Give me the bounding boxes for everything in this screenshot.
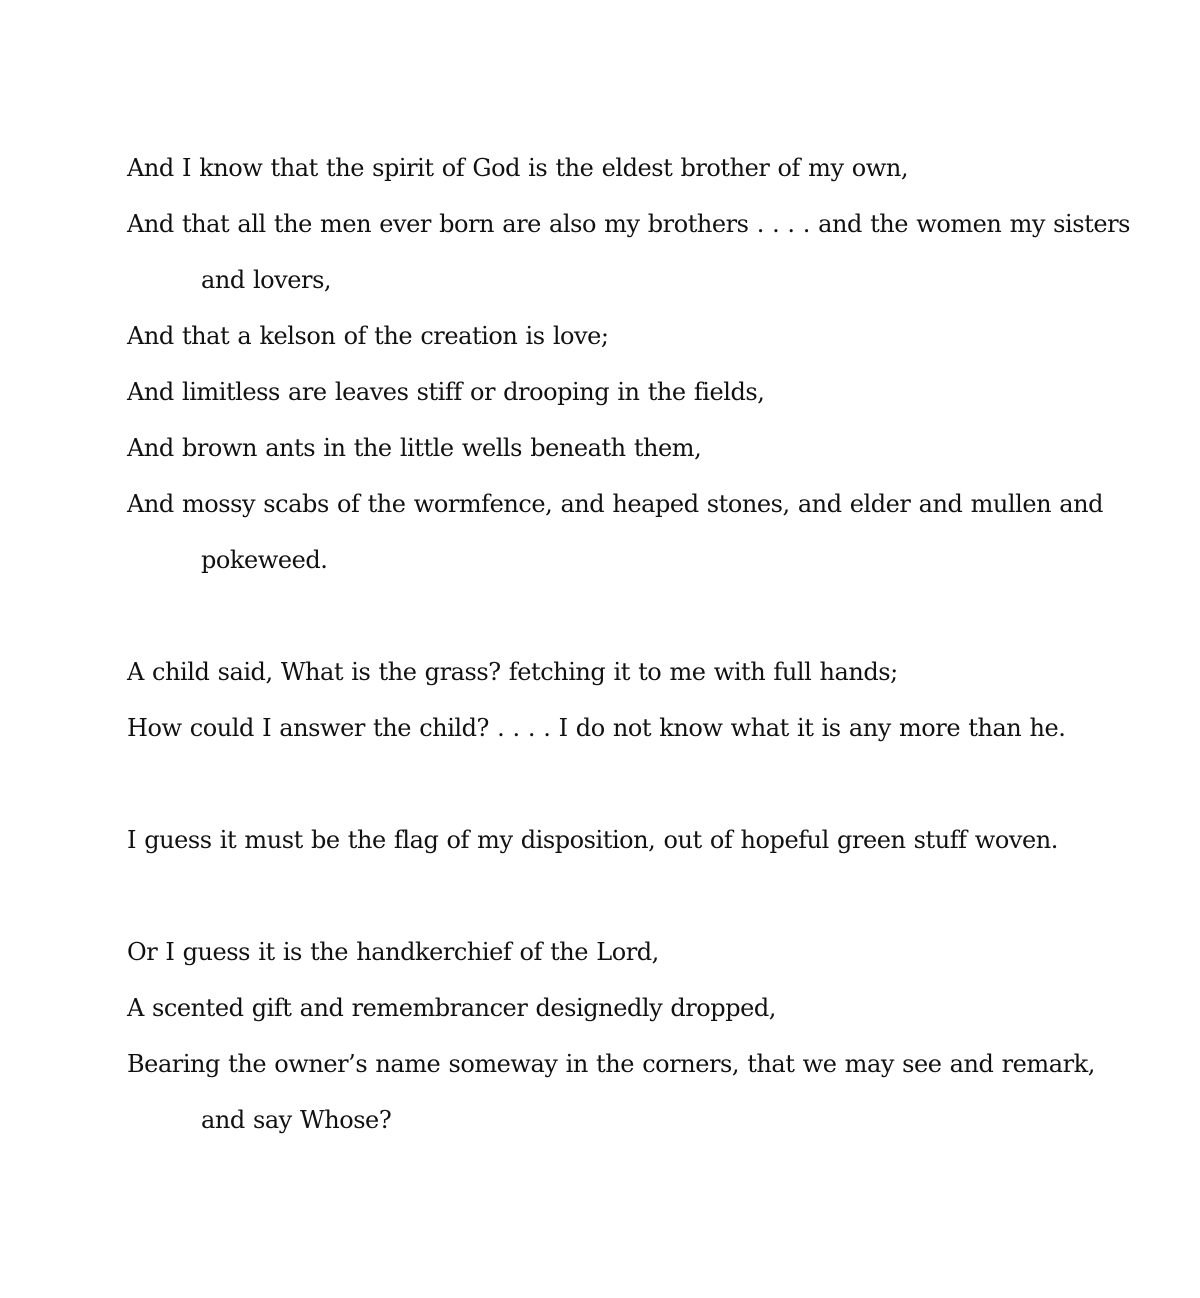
stanza: [127, 140, 1130, 588]
poem-line: And limitless are leaves stiff or drooping in the fields,: [127, 378, 765, 406]
stanza-break: [127, 588, 1127, 644]
poem-line: How could I answer the child? . . . . I do not know what it is any more than he.: [127, 714, 1066, 742]
stanza: [127, 924, 1127, 1148]
stanza-break: [127, 868, 1127, 924]
poem-line: And that a kelson of the creation is love;: [127, 322, 609, 350]
poem-line-continuation: and lovers,: [201, 266, 332, 294]
poem-line: And that all the men ever born are also my brothers . . . . and the women my sisters: [127, 210, 1130, 238]
poem-line: And brown ants in the little wells beneath them,: [127, 434, 702, 462]
stanza: [127, 644, 1127, 756]
poem-line: I guess it must be the flag of my disposition, out of hopeful green stuff woven.: [127, 826, 1058, 854]
stanza: [127, 812, 1127, 868]
poem-line: And I know that the spirit of God is the eldest brother of my own,: [127, 154, 909, 182]
poem-line: A child said, What is the grass? fetching it to me with full hands;: [127, 658, 898, 686]
poem-line: A scented gift and remembrancer designedly dropped,: [127, 994, 776, 1022]
poem-line: And mossy scabs of the wormfence, and heaped stones, and elder and mullen and: [127, 490, 1104, 518]
stanza-break: [127, 756, 1127, 812]
poem-text: [127, 140, 1130, 1148]
poem-line: Or I guess it is the handkerchief of the Lord,: [127, 938, 659, 966]
poem-line-continuation: pokeweed.: [201, 546, 328, 574]
poem-line: Bearing the owner’s name someway in the corners, that we may see and remark,: [127, 1050, 1095, 1078]
poem-line-continuation: and say Whose?: [201, 1106, 392, 1134]
